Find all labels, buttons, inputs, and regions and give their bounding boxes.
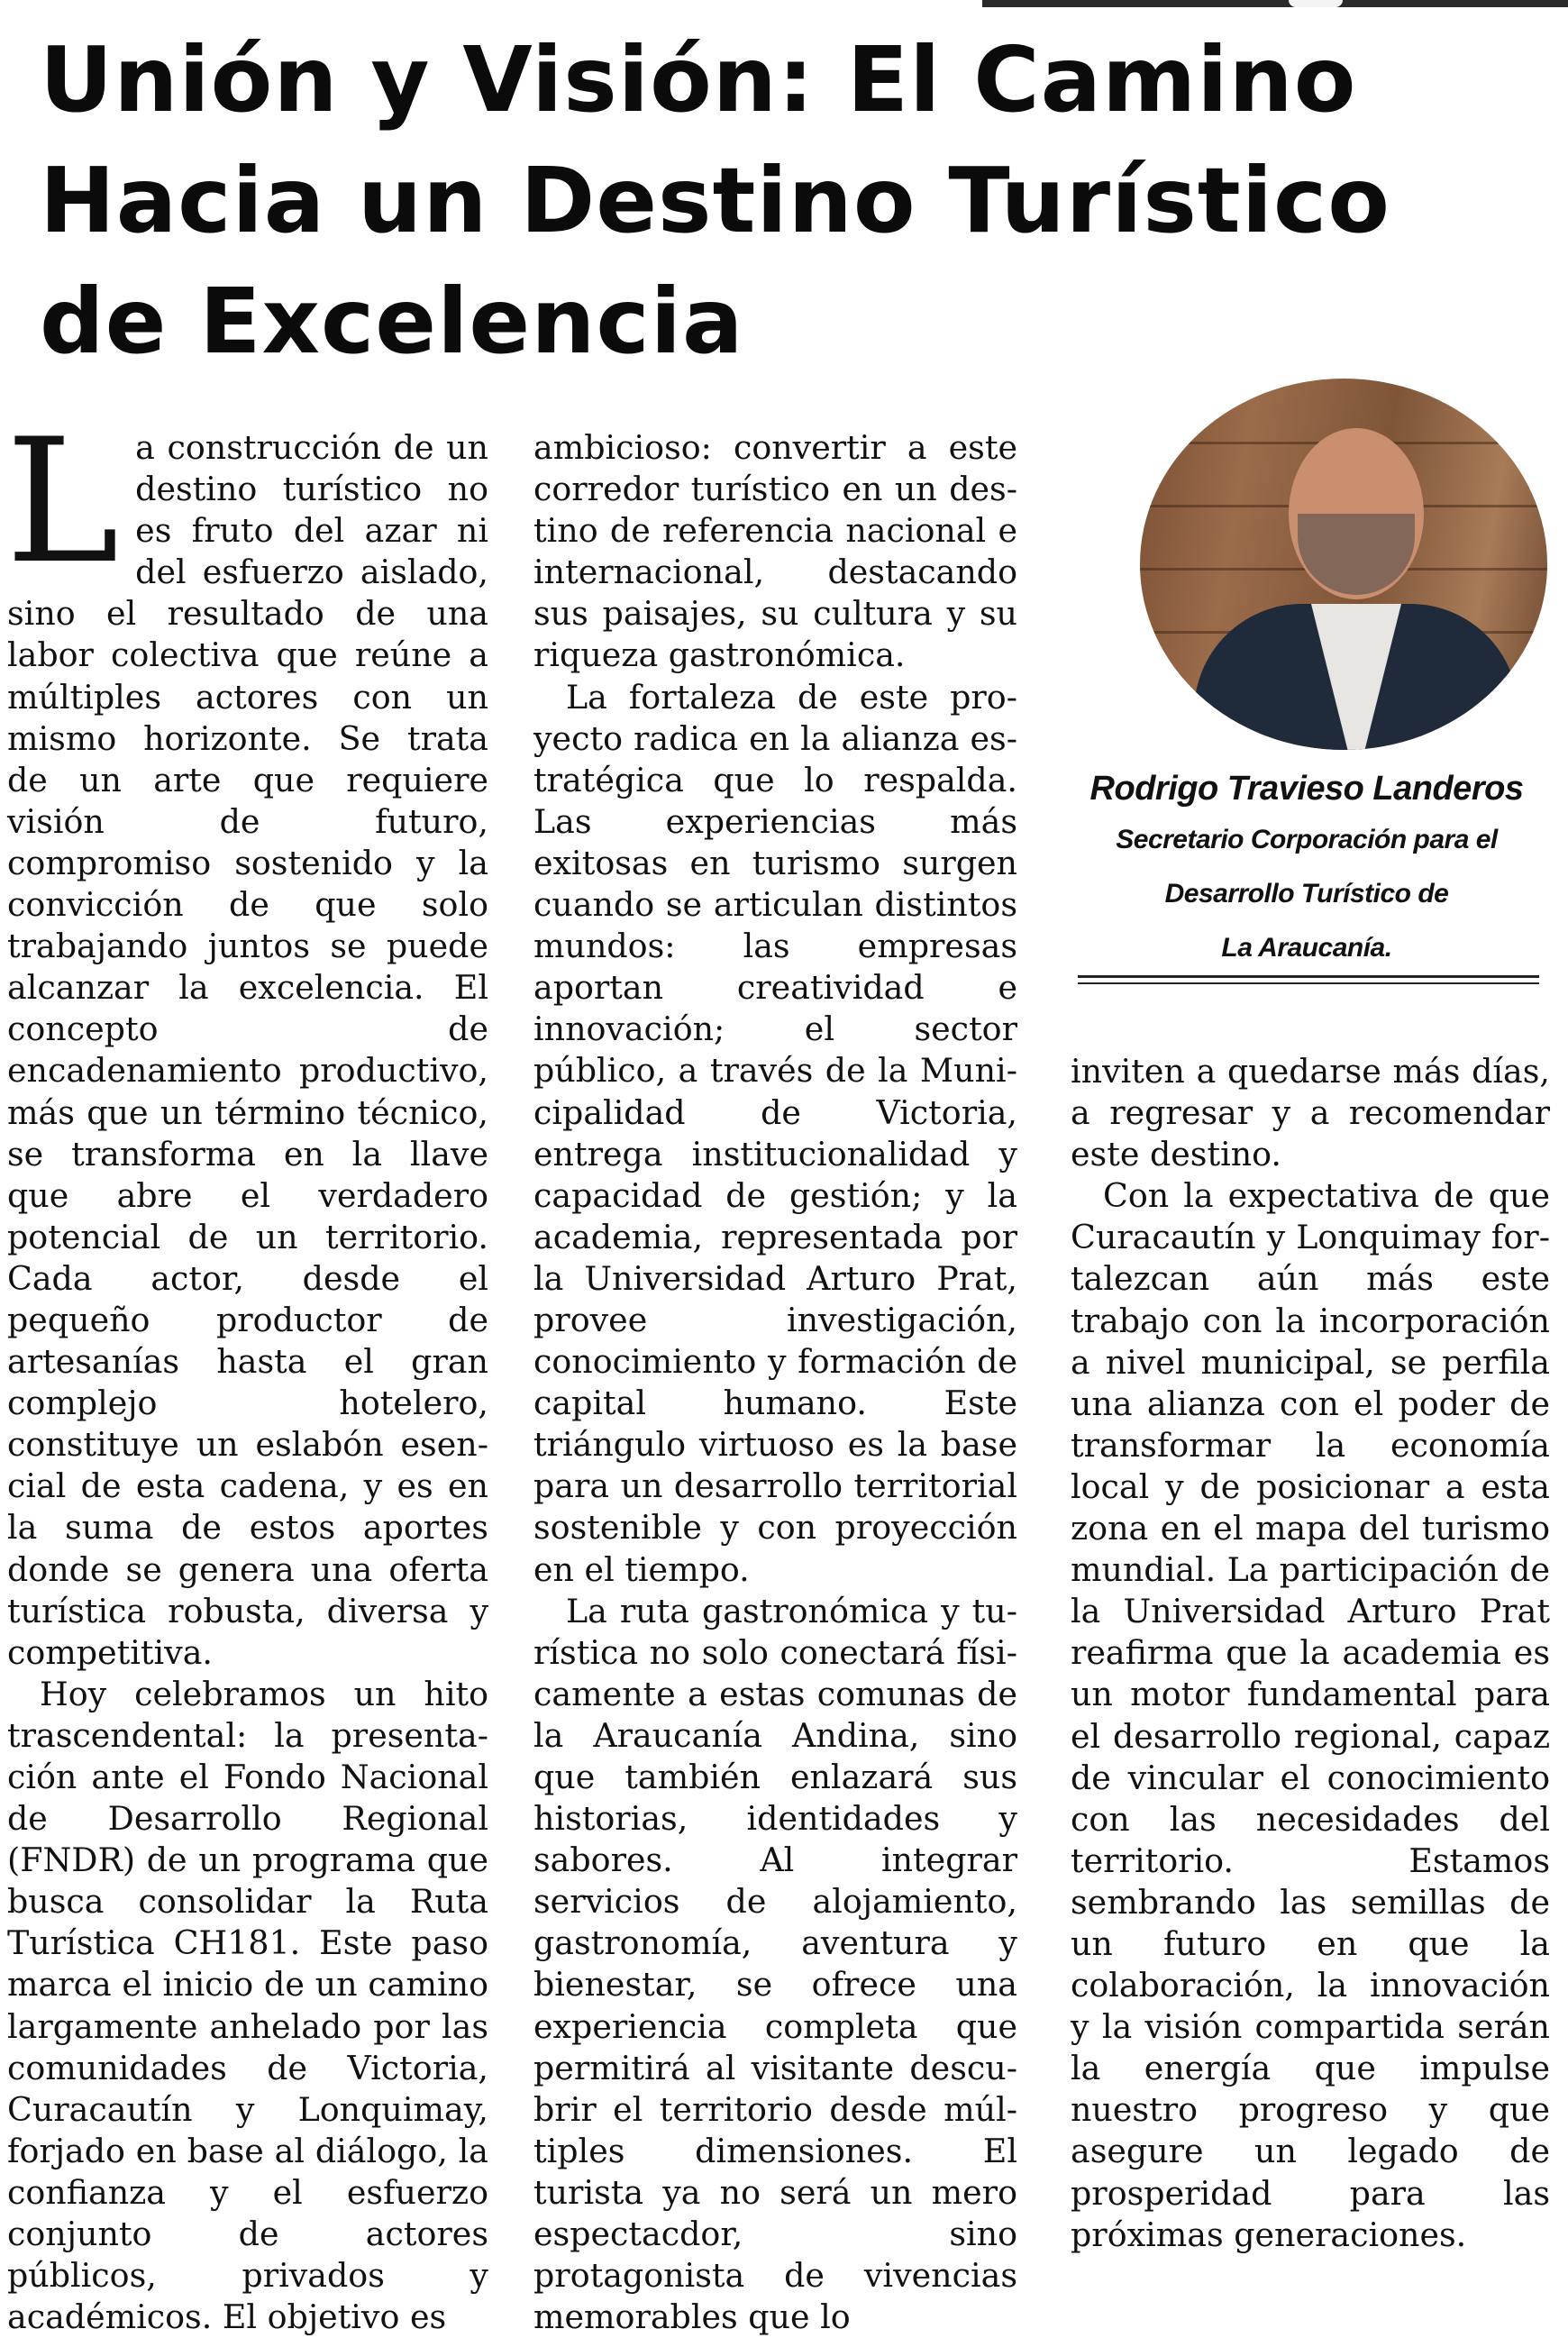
paragraph: inviten a quedarse más días, a regresar y a recomendar este destino. [1071, 1052, 1550, 1174]
paragraph [5, 402, 488, 1674]
author-role-line: Desarrollo Turístico de [1164, 879, 1449, 909]
paragraph: La ruta gastronómica y turística no solo conectará físicamente a estas comunas de la Araucanía Andina, sino que también enlazará sus historias, identidades y sabores. Al integrar servicios de alojamiento, gastronomía, aventura y bienestar, se ofrece una experiencia completa que permitirá al visitante descubrir el territorio desde múltiples dimensiones. El turista ya no será un mero espectacdor, sino protagonista de vivencias memorables que lo [533, 1591, 1017, 2337]
author-box [1068, 764, 1545, 975]
drop-cap: L [5, 402, 120, 601]
author-photo [1140, 379, 1547, 750]
paragraph-text: a construcción de un destino turístico no es fruto del azar ni del esfuerzo aislado, sino el resultado de una labor colectiva que reúne a múltiples actores con un mismo horizonte. Se trata de un arte que requiere visión de futuro, compromiso sostenido y la convicción de que solo trabajando juntos se puede alcanzar la excelencia. El concepto de encadenamiento productivo, más que un término técnico, se transforma en la llave que abre el verdadero potencial de un territorio. Cada actor, desde el pequeño productor de artesanías hasta el gran complejo hotelero, constituye un eslabón esencial de esta cadena, y es en la suma de estos aportes donde se genera una oferta turística robusta, diversa y competitiva. [7, 428, 488, 1672]
paragraph: La fortaleza de este proyecto radica en la alianza estratégica que lo respalda. Las experiencias más exitosas en turismo surgen cuando se articulan distintos mundos: las empresas aportan creatividad e innovación; el sector público, a través de la Municipalidad de Victoria, entrega institucionalidad y capacidad de gestión; y la academia, representada por la Universidad Arturo Prat, provee investigación, conocimiento y formación de capital humano. Este triángulo virtuoso es la base para un desarrollo territorial sostenible y con proyección en el tiempo. [533, 677, 1017, 1589]
paragraph: Hoy celebramos un hito trascendental: la presentación ante el Fondo Nacional de Desarrollo Regional (FNDR) de un programa que busca consolidar la Ruta Turística CH181. Este paso marca el inicio de un camino largamente anhelado por las comunidades de Victoria, Curacautín y Lonquimay, forjado en base al diálogo, la confianza y el esfuerzo conjunto de actores públicos, privados y académicos. El objetivo es [7, 1674, 488, 2337]
article-column-1 [5, 402, 488, 2338]
author-name: Rodrigo Travieso Landeros [1089, 770, 1524, 808]
author-divider-bottom [1078, 982, 1539, 984]
article-title: Unión y Visión: El Camino Hacia un Destino Turístico de Excelencia [40, 27, 1390, 374]
article-column-3 [1071, 1051, 1550, 2256]
publication-emblem [1289, 0, 1343, 7]
author-role-line: La Araucanía. [1221, 933, 1392, 963]
author-role-line: Secretario Corporación para el [1116, 825, 1498, 854]
top-border-bar [982, 0, 1568, 7]
paragraph: Con la expectativa de que Curacautín y Lonquimay fortalezcan aún más este trabajo con la incorporación a nivel municipal, se perfila una alianza con el poder de transformar la economía local y de posicionar a esta zona en el mapa del turismo mundial. La participación de la Universidad Arturo Prat reafirma que la academia es un motor fundamental para el desarrollo regional, capaz de vincular el conocimiento con las necesidades del territorio. Estamos sembrando las semillas de un futuro en que la colaboración, la innovación y la visión compartida serán la energía que impulse nuestro progreso y que asegure un legado de prosperidad para las próximas generaciones. [1071, 1176, 1550, 2254]
author-divider-top [1078, 975, 1539, 978]
paragraph: ambicioso: convertir a este corredor turístico en un destino de referencia nacional e internacional, destacando sus paisajes, su cultura y su riqueza gastronómica. [533, 428, 1017, 675]
article-column-2 [533, 427, 1017, 2338]
